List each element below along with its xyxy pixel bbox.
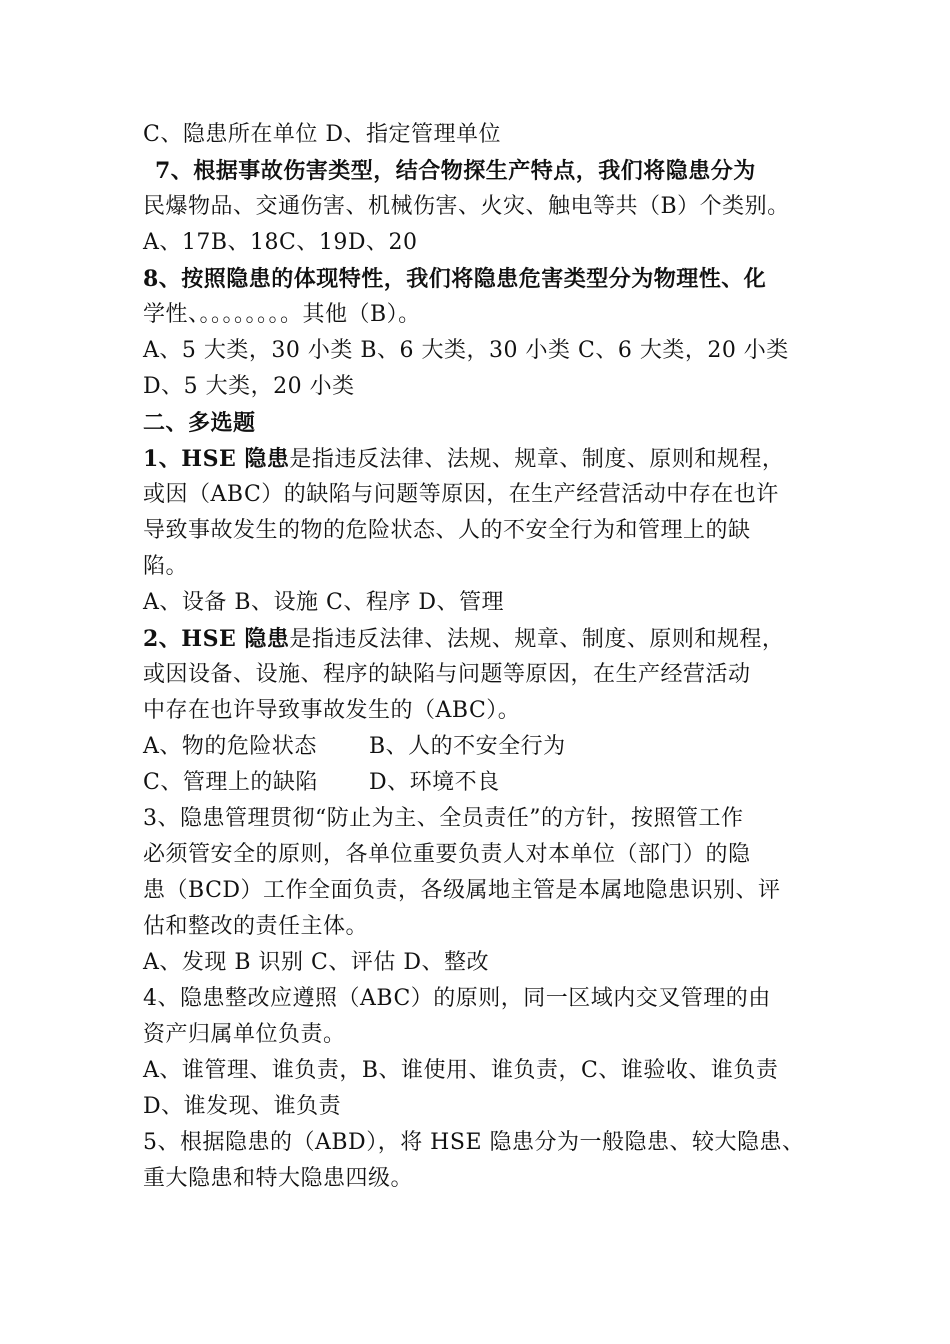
section-heading: 二、多选题 [143,410,256,436]
text-line: 中存在也许导致事故发生的（ABC）。 [143,698,521,723]
answer-options: A、发现 B 识别 C、评估 D、整改 [143,950,489,975]
text-line: 患（BCD）工作全面负责，各级属地主管是本属地隐患识别、评 [143,878,781,903]
question-1-term: 1、HSE 隐患 [143,446,290,472]
text-line: 或因（ABC）的缺陷与问题等原因，在生产经营活动中存在也许 [143,482,779,507]
answer-options: A、17B、18C、19D、20 [143,230,418,255]
text-line: 估和整改的责任主体。 [143,914,369,939]
text-line: 导致事故发生的物的危险状态、人的不安全行为和管理上的缺 [143,518,751,543]
text-line: 重大隐患和特大隐患四级。 [143,1166,414,1191]
option-d: D、环境不良 [369,770,500,795]
text-line: 或因设备、设施、程序的缺陷与问题等原因，在生产经营活动 [143,662,751,687]
question-3: 3、隐患管理贯彻“防止为主、全员责任”的方针，按照管工作 [143,806,744,831]
question-2-term: 2、HSE 隐患 [143,626,290,652]
answer-options: A、设备 B、设施 C、程序 D、管理 [143,590,505,615]
option-a: A、物的危险状态 [143,734,317,759]
answer-options [143,765,843,801]
document-page [143,117,843,1197]
question-8: 8、按照隐患的体现特性，我们将隐患危害类型分为物理性、化 [143,266,767,292]
text-line: 必须管安全的原则，各单位重要负责人对本单位（部门）的隐 [143,842,751,867]
question-5: 5、根据隐患的（ABD），将 HSE 隐患分为一般隐患、较大隐患、 [143,1130,805,1155]
answer-options: D、5 大类，20 小类 [143,374,355,399]
question-4: 4、隐患整改应遵照（ABC）的原则，同一区域内交叉管理的由 [143,986,771,1011]
option-c: C、管理上的缺陷 [143,770,318,795]
question-1-text: 是指违反法律、法规、规章、制度、原则和规程， [289,447,785,472]
option-b: B、人的不安全行为 [369,734,566,759]
text-line: 民爆物品、交通伤害、机械伤害、火灾、触电等共（B）个类别。 [143,194,790,219]
question-2-text: 是指违反法律、法规、规章、制度、原则和规程， [289,627,785,652]
question-7: 7、根据事故伤害类型，结合物探生产特点，我们将隐患分为 [155,158,756,184]
text-line: 学性、。。。。。。。。其他（B）。 [143,302,421,327]
text-line: 陷。 [143,554,189,579]
answer-options: A、谁管理、谁负责，B、谁使用、谁负责，C、谁验收、谁负责 [143,1058,779,1083]
text-line: 资产归属单位负责。 [143,1022,346,1047]
answer-options: D、谁发现、谁负责 [143,1094,342,1119]
text-line: C、隐患所在单位 D、指定管理单位 [143,122,501,147]
answer-options: A、5 大类，30 小类 B、6 大类，30 小类 C、6 大类，20 小类 [143,338,789,363]
answer-options [143,729,843,765]
question-1 [143,441,843,477]
question-2 [143,621,843,657]
